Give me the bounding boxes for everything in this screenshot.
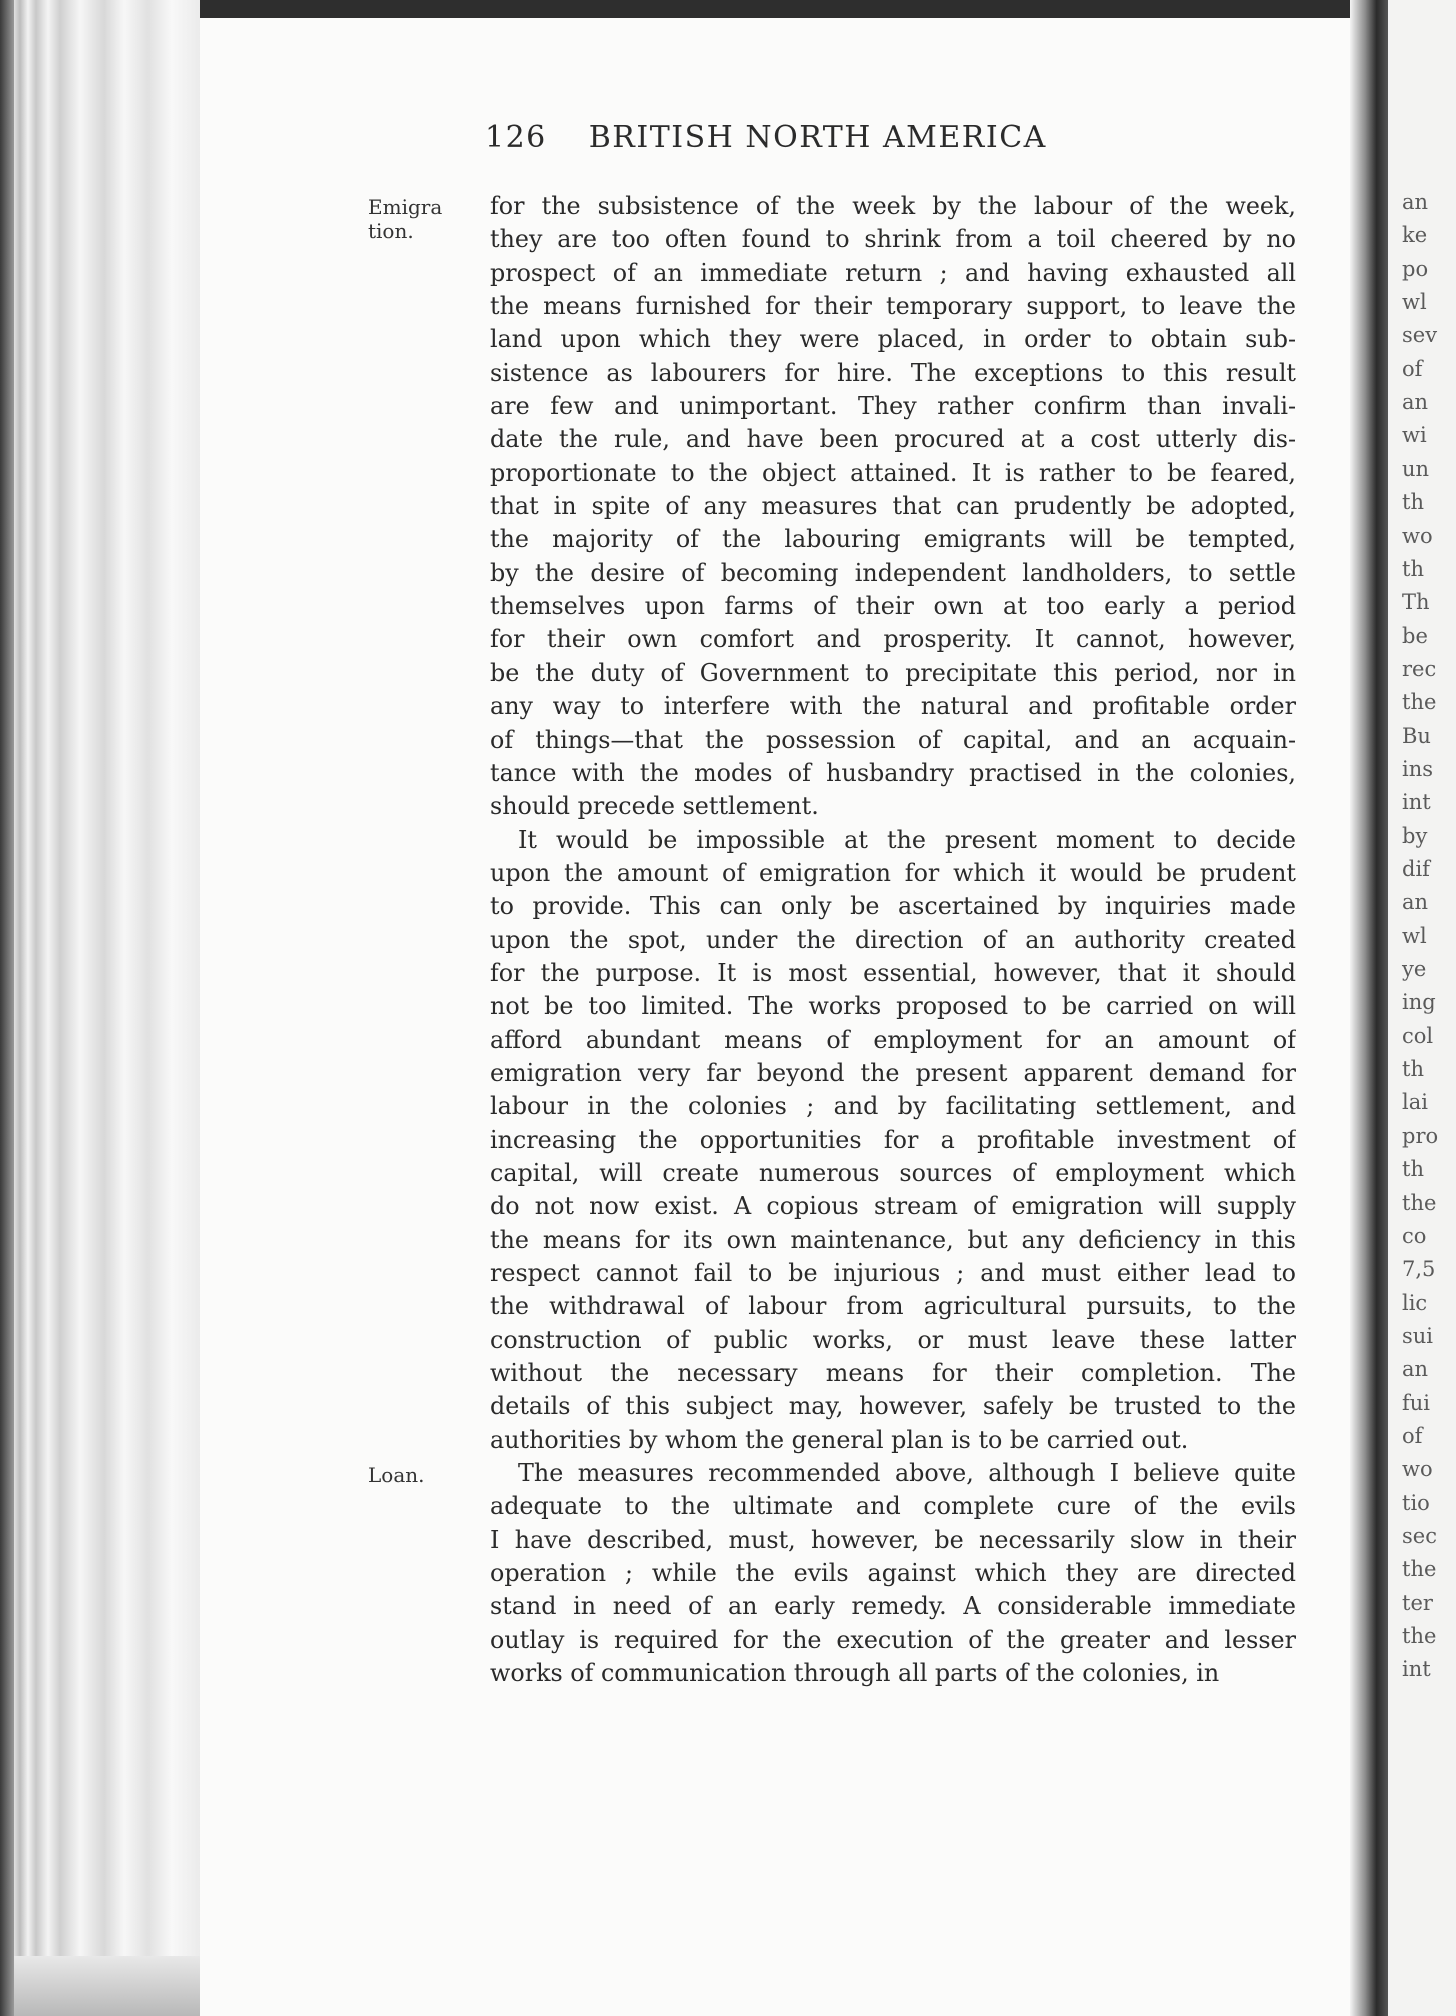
text-line: for their own comfort and prosperity. It cannot, however, (490, 625, 1296, 654)
text-line: land upon which they were placed, in order to obtain sub- (490, 325, 1296, 354)
facing-page-fragment: int (1402, 790, 1431, 815)
text-line: without the necessary means for their completion. The (490, 1359, 1296, 1388)
facing-page-fragment: be (1402, 623, 1428, 648)
facing-page-fragment: th (1402, 556, 1424, 581)
facing-page-fragment: an (1402, 1357, 1429, 1382)
text-line: proportionate to the object attained. It is rather to be feared, (490, 458, 1296, 487)
text-line: labour in the colonies ; and by facilitating settlement, and (490, 1092, 1296, 1121)
text-line: works of communication through all parts of the colonies, in (490, 1659, 1220, 1688)
facing-page-fragment: sui (1402, 1323, 1434, 1348)
facing-page-fragment: wo (1402, 1457, 1433, 1482)
facing-page-fragment: fui (1402, 1390, 1431, 1415)
book-edge-shadow (0, 0, 14, 2016)
facing-page-fragment: wo (1402, 523, 1433, 548)
facing-page-fragment: ke (1402, 223, 1428, 248)
facing-page-fragment: an (1402, 190, 1429, 214)
text-line: the majority of the labouring emigrants will be tempted, (490, 525, 1296, 554)
facing-page-fragment: the (1402, 1624, 1437, 1649)
text-line: emigration very far beyond the present apparent demand for (490, 1058, 1296, 1087)
facing-page-fragment: int (1402, 1657, 1431, 1682)
margin-note-line: Loan. (368, 1463, 425, 1487)
text-line: authorities by whom the general plan is to be carried out. (490, 1425, 1189, 1454)
text-line: to provide. This can only be ascertained by inquiries made (490, 892, 1296, 921)
margin-note-loan (368, 1463, 424, 1487)
facing-page-fragment: lai (1402, 1090, 1428, 1115)
body-text (490, 190, 1296, 1690)
text-line: do not now exist. A copious stream of emigration will supply (490, 1192, 1296, 1221)
facing-page-fragment: un (1402, 456, 1430, 481)
facing-page-fragment: lic (1402, 1290, 1428, 1315)
text-line: I have described, must, however, be necessarily slow in their (490, 1525, 1296, 1554)
facing-page (1388, 0, 1456, 2016)
facing-page-fragment: th (1402, 1157, 1424, 1182)
facing-page-fragment: rec (1402, 656, 1437, 681)
facing-page-fragment: the (1402, 1190, 1437, 1215)
text-line: that in spite of any measures that can prudently be adopted, (490, 492, 1296, 521)
text-line: respect cannot fail to be injurious ; and must either lead to (490, 1259, 1296, 1287)
facing-page-fragment: Bu (1402, 723, 1431, 748)
text-line: the means for its own maintenance, but any deficiency in this (490, 1225, 1296, 1254)
facing-page-fragment: pro (1402, 1123, 1439, 1148)
text-line: tance with the modes of husbandry practised in the colonies, (490, 758, 1296, 787)
text-line: construction of public works, or must leave these latter (490, 1325, 1296, 1354)
text-line: for the purpose. It is most essential, however, that it should (490, 958, 1296, 987)
facing-page-fragment: ye (1402, 957, 1427, 982)
text-line: be the duty of Government to precipitate this period, nor in (490, 658, 1296, 687)
text-line: afford abundant means of employment for an amount of (490, 1025, 1296, 1054)
facing-page-fragment: po (1402, 256, 1429, 281)
text-line: they are too often found to shrink from a toil cheered by no (490, 225, 1296, 254)
facing-page-fragment: an (1402, 890, 1429, 915)
facing-page-fragment: ing (1402, 990, 1436, 1015)
facing-page-fragment: tio (1402, 1490, 1430, 1515)
text-line: details of this subject may, however, safely be trusted to the (490, 1392, 1296, 1421)
text-line: outlay is required for the execution of the greater and lesser (490, 1625, 1296, 1654)
text-line: not be too limited. The works proposed to be carried on will (490, 992, 1296, 1021)
facing-page-fragment: dif (1402, 857, 1430, 881)
text-line: It would be impossible at the present moment to decide (518, 825, 1296, 854)
running-head (485, 120, 1125, 155)
running-title: BRITISH NORTH AMERICA (588, 120, 1047, 155)
facing-page-fragment: wl (1402, 923, 1427, 948)
facing-page-fragment: th (1402, 1057, 1424, 1082)
text-line: date the rule, and have been procured at a cost utterly dis- (490, 425, 1296, 454)
facing-page-fragment: th (1402, 490, 1424, 515)
text-line: of things—that the possession of capital, and an acquain- (490, 725, 1296, 754)
facing-page-fragment: Th (1402, 590, 1430, 615)
text-line: themselves upon farms of their own at too early a period (490, 592, 1296, 621)
facing-page-fragment: by (1402, 823, 1428, 848)
facing-page-fragment: col (1402, 1023, 1434, 1048)
text-line: the withdrawal of labour from agricultural pursuits, to the (490, 1292, 1296, 1321)
page-stack-bottom (0, 1956, 200, 2016)
page-stack-edge (0, 0, 200, 2016)
facing-page-fragment: co (1402, 1223, 1427, 1248)
facing-page-fragment: of (1402, 1423, 1423, 1448)
text-line: any way to interfere with the natural and profitable order (490, 692, 1296, 721)
facing-page-fragment: sev (1402, 323, 1438, 348)
facing-page-fragment: of (1402, 356, 1423, 381)
margin-note-line: Emigra (368, 195, 443, 219)
text-line: upon the spot, under the direction of an authority created (490, 925, 1296, 954)
facing-page-fragment: ins (1402, 756, 1434, 781)
facing-page-fragment: 7,5 (1402, 1257, 1436, 1282)
text-line: for the subsistence of the week by the labour of the week, (490, 192, 1296, 220)
text-line: adequate to the ultimate and complete cure of the evils (490, 1492, 1296, 1521)
text-line: The measures recommended above, although I believe quite (518, 1459, 1296, 1488)
facing-page-fragment: ter (1402, 1590, 1433, 1615)
text-line: prospect of an immediate return ; and having exhausted all (490, 258, 1296, 287)
facing-page-fragment: an (1402, 390, 1429, 415)
facing-page-fragment: wi (1402, 423, 1427, 448)
scanner-band (150, 0, 1456, 20)
text-line: upon the amount of emigration for which it would be prudent (490, 858, 1296, 887)
text-line: operation ; while the evils against which they are directed (490, 1559, 1296, 1588)
text-line: are few and unimportant. They rather confirm than invali- (490, 392, 1296, 421)
margin-note-emigration (368, 195, 442, 243)
margin-note-line: tion. (368, 219, 414, 243)
facing-page-fragment: wl (1402, 290, 1427, 315)
text-line: should precede settlement. (490, 792, 819, 821)
text-line: capital, will create numerous sources of employment which (490, 1158, 1296, 1187)
book-gutter (1350, 0, 1388, 2016)
text-line: by the desire of becoming independent landholders, to settle (490, 558, 1296, 587)
facing-page-fragment: the (1402, 690, 1437, 715)
facing-page-fragment: the (1402, 1557, 1437, 1582)
facing-page-fragment: sec (1402, 1524, 1437, 1548)
page-number: 126 (485, 120, 547, 155)
text-line: sistence as labourers for hire. The exceptions to this result (490, 358, 1296, 387)
text-line: the means furnished for their temporary support, to leave the (490, 292, 1296, 321)
text-line: stand in need of an early remedy. A considerable immediate (490, 1592, 1296, 1621)
text-line: increasing the opportunities for a profitable investment of (490, 1125, 1296, 1154)
